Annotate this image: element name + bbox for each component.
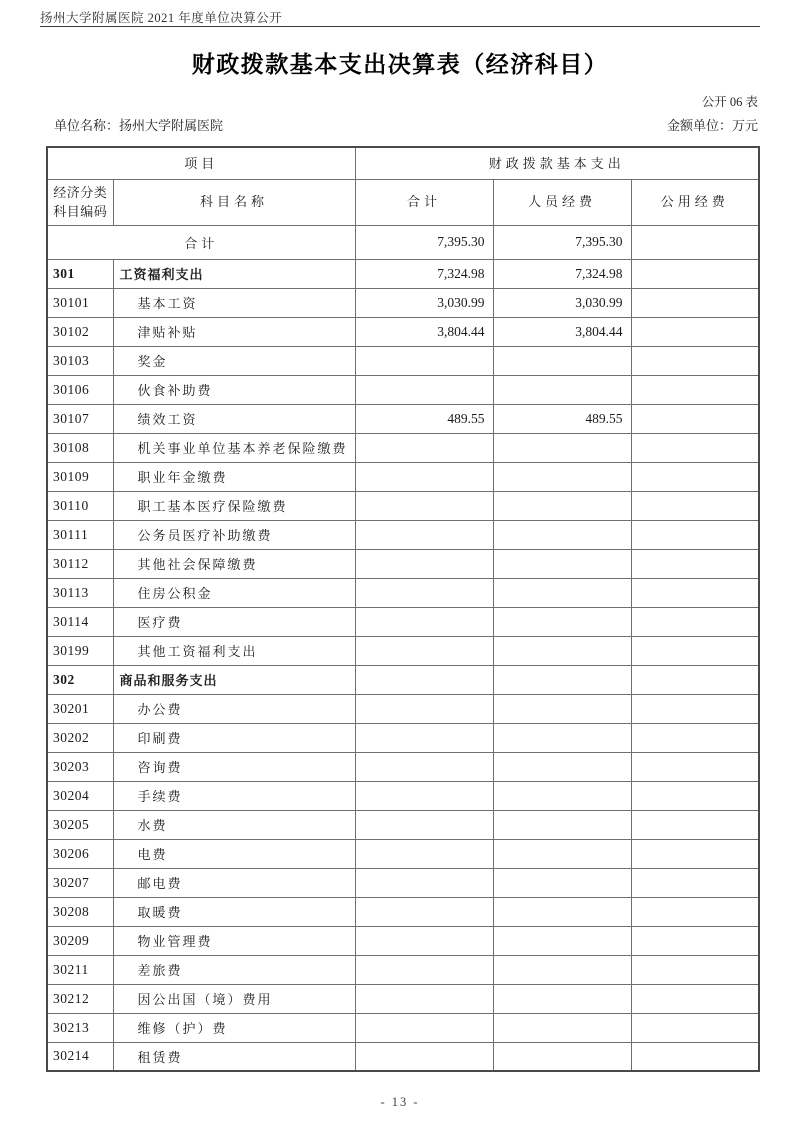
cell-personnel-amount bbox=[493, 1042, 631, 1071]
cell-personnel-amount bbox=[493, 723, 631, 752]
header-fiscal-group: 财政拨款基本支出 bbox=[355, 147, 759, 179]
cell-personnel-amount: 3,030.99 bbox=[493, 288, 631, 317]
cell-total-amount bbox=[355, 578, 493, 607]
cell-subject-name: 邮电费 bbox=[113, 868, 355, 897]
cell-economic-code: 30109 bbox=[47, 462, 113, 491]
cell-public-amount bbox=[631, 404, 759, 433]
header-economic-code bbox=[47, 179, 113, 225]
cell-public-amount bbox=[631, 810, 759, 839]
cell-subject-name: 因公出国（境）费用 bbox=[113, 984, 355, 1013]
cell-subject-name: 水费 bbox=[113, 810, 355, 839]
cell-personnel-amount bbox=[493, 897, 631, 926]
cell-subject-name: 租赁费 bbox=[113, 1042, 355, 1071]
header-personnel-funds: 人员经费 bbox=[493, 179, 631, 225]
cell-personnel-amount bbox=[493, 665, 631, 694]
table-code-label: 公开 06 表 bbox=[701, 95, 758, 109]
cell-total-amount bbox=[355, 665, 493, 694]
cell-economic-code: 30204 bbox=[47, 781, 113, 810]
page-number: - 13 - bbox=[380, 1095, 420, 1109]
cell-economic-code: 30209 bbox=[47, 926, 113, 955]
table-row bbox=[47, 607, 759, 636]
cell-subject-name: 手续费 bbox=[113, 781, 355, 810]
table-row bbox=[47, 984, 759, 1013]
cell-subject-name: 取暖费 bbox=[113, 897, 355, 926]
table-row bbox=[47, 1042, 759, 1071]
table-row bbox=[47, 897, 759, 926]
cell-total-amount bbox=[355, 781, 493, 810]
table-row bbox=[47, 433, 759, 462]
cell-public-amount bbox=[631, 781, 759, 810]
cell-subject-name: 差旅费 bbox=[113, 955, 355, 984]
cell-economic-code: 30213 bbox=[47, 1013, 113, 1042]
table-row bbox=[47, 810, 759, 839]
cell-economic-code: 30201 bbox=[47, 694, 113, 723]
cell-total-amount: 7,324.98 bbox=[355, 259, 493, 288]
cell-subject-name: 办公费 bbox=[113, 694, 355, 723]
cell-public-amount bbox=[631, 462, 759, 491]
cell-personnel-amount bbox=[493, 607, 631, 636]
table-row bbox=[47, 288, 759, 317]
cell-subject-name: 绩效工资 bbox=[113, 404, 355, 433]
cell-subject-name: 物业管理费 bbox=[113, 926, 355, 955]
cell-total-amount bbox=[355, 1013, 493, 1042]
cell-public-amount bbox=[631, 433, 759, 462]
cell-public-amount bbox=[631, 578, 759, 607]
cell-personnel-amount bbox=[493, 433, 631, 462]
cell-subject-name: 公务员医疗补助缴费 bbox=[113, 520, 355, 549]
cell-subject-name: 职业年金缴费 bbox=[113, 462, 355, 491]
cell-economic-code: 301 bbox=[47, 259, 113, 288]
cell-public-amount bbox=[631, 665, 759, 694]
cell-public-amount bbox=[631, 375, 759, 404]
cell-total-amount bbox=[355, 607, 493, 636]
cell-personnel-amount bbox=[493, 491, 631, 520]
budget-table-head bbox=[47, 147, 759, 225]
cell-personnel-amount: 7,395.30 bbox=[493, 225, 631, 259]
table-row bbox=[47, 375, 759, 404]
cell-public-amount bbox=[631, 694, 759, 723]
cell-total-amount bbox=[355, 839, 493, 868]
cell-economic-code: 30199 bbox=[47, 636, 113, 665]
header-economic-code-line1: 经济分类 bbox=[53, 184, 108, 200]
cell-economic-code: 30206 bbox=[47, 839, 113, 868]
cell-economic-code: 30202 bbox=[47, 723, 113, 752]
cell-personnel-amount bbox=[493, 375, 631, 404]
table-row bbox=[47, 839, 759, 868]
unit-name-label: 单位名称：扬州大学附属医院 bbox=[54, 118, 224, 133]
cell-subject-name: 其他社会保障缴费 bbox=[113, 549, 355, 578]
cell-economic-code: 30103 bbox=[47, 346, 113, 375]
table-row-total bbox=[47, 225, 759, 259]
cell-total-amount bbox=[355, 897, 493, 926]
cell-public-amount bbox=[631, 897, 759, 926]
cell-total-amount bbox=[355, 723, 493, 752]
cell-economic-code: 30114 bbox=[47, 607, 113, 636]
table-row bbox=[47, 636, 759, 665]
cell-economic-code: 30102 bbox=[47, 317, 113, 346]
header-economic-code-line2: 科目编码 bbox=[53, 204, 108, 219]
table-row bbox=[47, 404, 759, 433]
cell-personnel-amount bbox=[493, 520, 631, 549]
cell-subject-name: 商品和服务支出 bbox=[113, 665, 355, 694]
cell-total-amount bbox=[355, 955, 493, 984]
cell-subject-name: 其他工资福利支出 bbox=[113, 636, 355, 665]
cell-total-amount bbox=[355, 926, 493, 955]
table-row-category bbox=[47, 665, 759, 694]
cell-personnel-amount bbox=[493, 636, 631, 665]
header-project: 项目 bbox=[47, 147, 355, 179]
cell-public-amount bbox=[631, 868, 759, 897]
cell-subject-name: 维修（护）费 bbox=[113, 1013, 355, 1042]
cell-total-amount bbox=[355, 520, 493, 549]
cell-public-amount bbox=[631, 752, 759, 781]
document-header-text: 扬州大学附属医院 2021 年度单位决算公开 bbox=[40, 11, 283, 25]
cell-total-amount: 489.55 bbox=[355, 404, 493, 433]
cell-public-amount bbox=[631, 1042, 759, 1071]
cell-subject-name: 机关事业单位基本养老保险缴费 bbox=[113, 433, 355, 462]
header-public-funds: 公用经费 bbox=[631, 179, 759, 225]
cell-subject-name: 咨询费 bbox=[113, 752, 355, 781]
cell-subject-name: 奖金 bbox=[113, 346, 355, 375]
cell-total-amount bbox=[355, 375, 493, 404]
cell-total-amount: 7,395.30 bbox=[355, 225, 493, 259]
cell-personnel-amount bbox=[493, 868, 631, 897]
header-subject-name: 科目名称 bbox=[113, 179, 355, 225]
cell-personnel-amount bbox=[493, 578, 631, 607]
cell-personnel-amount bbox=[493, 984, 631, 1013]
cell-public-amount bbox=[631, 607, 759, 636]
cell-subject-name: 合计 bbox=[47, 225, 355, 259]
cell-economic-code: 302 bbox=[47, 665, 113, 694]
cell-personnel-amount bbox=[493, 810, 631, 839]
cell-economic-code: 30112 bbox=[47, 549, 113, 578]
cell-total-amount bbox=[355, 462, 493, 491]
cell-public-amount bbox=[631, 723, 759, 752]
cell-subject-name: 住房公积金 bbox=[113, 578, 355, 607]
cell-economic-code: 30212 bbox=[47, 984, 113, 1013]
cell-public-amount bbox=[631, 636, 759, 665]
cell-personnel-amount bbox=[493, 781, 631, 810]
cell-public-amount bbox=[631, 317, 759, 346]
cell-public-amount bbox=[631, 520, 759, 549]
cell-total-amount bbox=[355, 346, 493, 375]
cell-personnel-amount bbox=[493, 1013, 631, 1042]
cell-public-amount bbox=[631, 984, 759, 1013]
cell-personnel-amount bbox=[493, 926, 631, 955]
table-row bbox=[47, 752, 759, 781]
cell-economic-code: 30211 bbox=[47, 955, 113, 984]
table-row bbox=[47, 723, 759, 752]
table-row bbox=[47, 781, 759, 810]
cell-subject-name: 津贴补贴 bbox=[113, 317, 355, 346]
cell-subject-name: 印刷费 bbox=[113, 723, 355, 752]
cell-total-amount bbox=[355, 433, 493, 462]
cell-economic-code: 30107 bbox=[47, 404, 113, 433]
cell-economic-code: 30113 bbox=[47, 578, 113, 607]
cell-economic-code: 30108 bbox=[47, 433, 113, 462]
cell-economic-code: 30207 bbox=[47, 868, 113, 897]
table-row bbox=[47, 955, 759, 984]
cell-public-amount bbox=[631, 839, 759, 868]
cell-personnel-amount bbox=[493, 462, 631, 491]
amount-unit-label: 金额单位：万元 bbox=[666, 118, 758, 133]
cell-public-amount bbox=[631, 491, 759, 520]
page-title: 财政拨款基本支出决算表（经济科目） bbox=[191, 52, 609, 77]
cell-total-amount: 3,030.99 bbox=[355, 288, 493, 317]
cell-personnel-amount: 7,324.98 bbox=[493, 259, 631, 288]
cell-economic-code: 30205 bbox=[47, 810, 113, 839]
cell-subject-name: 工资福利支出 bbox=[113, 259, 355, 288]
table-row bbox=[47, 926, 759, 955]
cell-public-amount bbox=[631, 225, 759, 259]
cell-public-amount bbox=[631, 288, 759, 317]
cell-total-amount: 3,804.44 bbox=[355, 317, 493, 346]
cell-total-amount bbox=[355, 1042, 493, 1071]
cell-personnel-amount bbox=[493, 955, 631, 984]
table-row bbox=[47, 694, 759, 723]
cell-total-amount bbox=[355, 636, 493, 665]
cell-personnel-amount bbox=[493, 549, 631, 578]
header-divider bbox=[40, 26, 760, 27]
table-row bbox=[47, 317, 759, 346]
cell-total-amount bbox=[355, 549, 493, 578]
table-row bbox=[47, 491, 759, 520]
cell-public-amount bbox=[631, 259, 759, 288]
budget-table bbox=[46, 146, 760, 1072]
cell-public-amount bbox=[631, 955, 759, 984]
budget-table-body bbox=[47, 225, 759, 1071]
cell-personnel-amount bbox=[493, 694, 631, 723]
cell-personnel-amount: 489.55 bbox=[493, 404, 631, 433]
table-row bbox=[47, 462, 759, 491]
cell-subject-name: 职工基本医疗保险缴费 bbox=[113, 491, 355, 520]
cell-public-amount bbox=[631, 346, 759, 375]
table-header-row-1 bbox=[47, 147, 759, 179]
cell-total-amount bbox=[355, 810, 493, 839]
cell-total-amount bbox=[355, 752, 493, 781]
cell-total-amount bbox=[355, 984, 493, 1013]
cell-economic-code: 30203 bbox=[47, 752, 113, 781]
cell-economic-code: 30110 bbox=[47, 491, 113, 520]
cell-total-amount bbox=[355, 491, 493, 520]
cell-economic-code: 30101 bbox=[47, 288, 113, 317]
cell-subject-name: 电费 bbox=[113, 839, 355, 868]
cell-personnel-amount bbox=[493, 839, 631, 868]
table-row-category bbox=[47, 259, 759, 288]
cell-economic-code: 30106 bbox=[47, 375, 113, 404]
cell-subject-name: 基本工资 bbox=[113, 288, 355, 317]
table-row bbox=[47, 520, 759, 549]
cell-personnel-amount bbox=[493, 346, 631, 375]
table-row bbox=[47, 346, 759, 375]
cell-personnel-amount: 3,804.44 bbox=[493, 317, 631, 346]
cell-public-amount bbox=[631, 549, 759, 578]
cell-economic-code: 30111 bbox=[47, 520, 113, 549]
cell-subject-name: 医疗费 bbox=[113, 607, 355, 636]
cell-economic-code: 30208 bbox=[47, 897, 113, 926]
table-row bbox=[47, 1013, 759, 1042]
cell-subject-name: 伙食补助费 bbox=[113, 375, 355, 404]
cell-total-amount bbox=[355, 868, 493, 897]
table-row bbox=[47, 578, 759, 607]
cell-total-amount bbox=[355, 694, 493, 723]
header-total: 合计 bbox=[355, 179, 493, 225]
cell-economic-code: 30214 bbox=[47, 1042, 113, 1071]
table-header-row-2 bbox=[47, 179, 759, 225]
table-row bbox=[47, 549, 759, 578]
table-row bbox=[47, 868, 759, 897]
cell-public-amount bbox=[631, 1013, 759, 1042]
cell-public-amount bbox=[631, 926, 759, 955]
cell-personnel-amount bbox=[493, 752, 631, 781]
